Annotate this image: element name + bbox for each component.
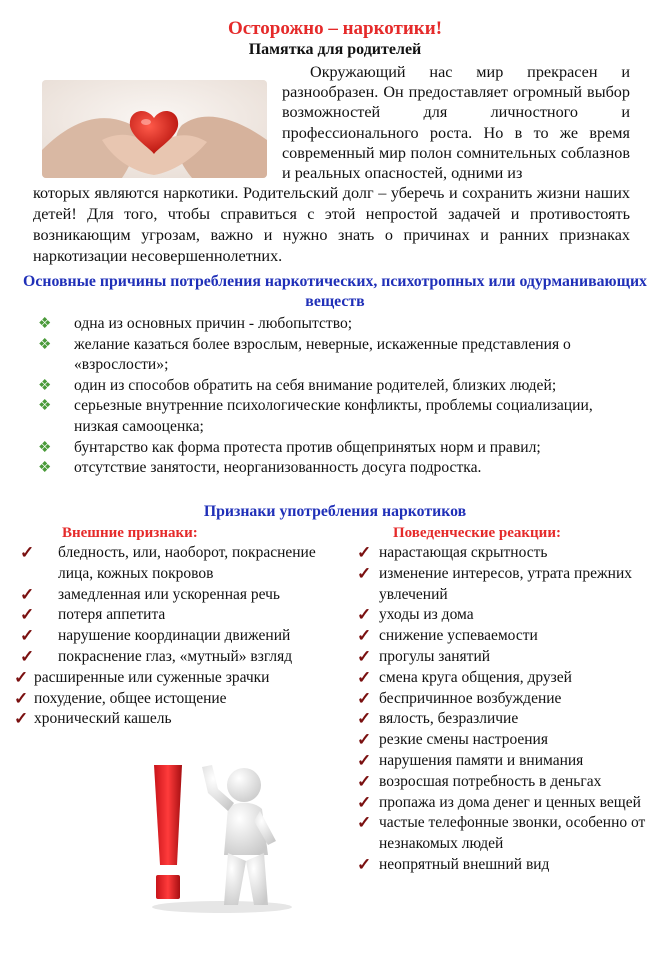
behavioral-sign-item <box>357 709 657 730</box>
behavioral-sign-text: неопрятный внешний вид <box>379 855 550 873</box>
cause-item <box>38 314 638 335</box>
checkmark-icon: ✓ <box>357 730 372 750</box>
causes-title: Основные причины потребления наркотических, психотропных или одурманивающих веществ <box>23 273 647 310</box>
behavioral-sign-item <box>357 730 657 751</box>
external-sign-item <box>14 626 354 647</box>
behavioral-signs-heading: Поведенческие реакции: <box>393 525 561 541</box>
behavioral-sign-item <box>357 564 657 606</box>
page-title: Осторожно – наркотики! <box>227 18 443 39</box>
external-sign-text: замедленная или ускоренная речь <box>58 585 280 603</box>
checkmark-icon: ✓ <box>357 563 372 583</box>
diamond-bullet-icon: ❖ <box>38 460 52 477</box>
cause-item <box>38 458 638 479</box>
external-sign-item <box>14 689 354 710</box>
behavioral-sign-item <box>357 668 657 689</box>
cause-item-text: отсутствие занятости, неорганизованность досуга подростка. <box>74 459 482 477</box>
external-sign-text: нарушение координации движений <box>58 627 291 645</box>
causes-list <box>38 314 638 479</box>
behavioral-sign-item <box>357 751 657 772</box>
checkmark-icon: ✓ <box>357 543 372 562</box>
checkmark-icon: ✓ <box>20 543 35 562</box>
checkmark-icon: ✓ <box>20 605 35 625</box>
behavioral-sign-item <box>357 813 657 855</box>
behavioral-sign-text: возросшая потребность в деньгах <box>379 772 602 790</box>
external-sign-text: хронический кашель <box>34 710 172 728</box>
behavioral-sign-text: нарушения памяти и внимания <box>379 751 584 769</box>
behavioral-sign-text: уходы из дома <box>379 606 474 624</box>
intro-paragraph-top: Окружающий нас мир прекрасен и разнообразен. Он предоставляет огромный выбор возможностей для личностного и профессионального роста. Но в то же время современный мир полон сомнительных соблазнов и реальных опасностей, одними из <box>282 63 630 183</box>
cause-item-text: один из способов обратить на себя внимание родителей, близких людей; <box>74 376 557 394</box>
external-sign-text: расширенные или суженные зрачки <box>34 668 270 686</box>
behavioral-sign-item <box>357 689 657 710</box>
diamond-bullet-icon: ❖ <box>38 336 52 353</box>
cause-item-text: бунтарство как форма протеста против общепринятых норм и правил; <box>74 438 541 456</box>
behavioral-sign-item <box>357 647 657 668</box>
cause-item-text: одна из основных причин - любопытство; <box>74 315 353 332</box>
checkmark-icon: ✓ <box>357 605 372 625</box>
checkmark-icon: ✓ <box>357 854 372 874</box>
behavioral-sign-text: нарастающая скрытность <box>379 544 548 561</box>
external-signs-heading: Внешние признаки: <box>62 525 198 541</box>
external-sign-item <box>14 605 354 626</box>
diamond-bullet-icon: ❖ <box>38 439 52 456</box>
external-sign-text: похудение, общее истощение <box>34 689 227 707</box>
checkmark-icon: ✓ <box>14 688 29 708</box>
external-sign-text: покраснение глаз, «мутный» взгляд <box>58 647 293 665</box>
behavioral-sign-text: резкие смены настроения <box>379 731 548 749</box>
behavioral-sign-text: прогулы занятий <box>379 647 491 665</box>
external-signs-list <box>14 543 354 730</box>
checkmark-icon: ✓ <box>357 792 372 812</box>
checkmark-icon: ✓ <box>14 709 29 729</box>
behavioral-sign-text: снижение успеваемости <box>379 627 538 645</box>
external-sign-item <box>14 585 354 606</box>
behavioral-sign-item <box>357 626 657 647</box>
behavioral-sign-item <box>357 855 657 876</box>
external-sign-item <box>14 647 354 668</box>
cause-item <box>38 376 638 397</box>
cause-item <box>38 438 638 459</box>
external-sign-text: бледность, или, наоборот, покраснение лица, кожных покровов <box>58 544 316 582</box>
external-sign-item <box>14 709 354 730</box>
diamond-bullet-icon: ❖ <box>38 377 52 394</box>
behavioral-sign-text: вялость, безразличие <box>379 710 519 728</box>
checkmark-icon: ✓ <box>20 646 35 666</box>
cause-item-text: серьезные внутренние психологические конфликты, проблемы социализации, низкая самооценка; <box>74 397 593 435</box>
cause-item-text: желание казаться более взрослым, неверные, искаженные представления о «взрослости»; <box>74 335 571 374</box>
external-sign-text: потеря аппетита <box>58 606 166 624</box>
checkmark-icon: ✓ <box>357 667 372 687</box>
external-sign-item <box>14 543 354 585</box>
behavioral-sign-text: частые телефонные звонки, особенно от незнакомых людей <box>379 814 646 853</box>
exclamation-figure-icon <box>142 745 312 915</box>
checkmark-icon: ✓ <box>357 813 372 833</box>
checkmark-icon: ✓ <box>20 584 35 604</box>
page-subtitle: Памятка для родителей <box>248 41 422 58</box>
behavioral-sign-text: беспричинное возбуждение <box>379 689 562 707</box>
behavioral-sign-item <box>357 543 657 564</box>
checkmark-icon: ✓ <box>357 688 372 708</box>
intro-paragraph-bottom: которых являются наркотики. Родительский долг – уберечь и сохранить жизни наших детей! Для того, чтобы справиться с этой непростой задачей и противостоять возникающим угрозам, важно и нужно знать о причинах и ранних признаках наркотизации несовершеннолетних. <box>33 184 630 265</box>
diamond-bullet-icon: ❖ <box>38 316 52 332</box>
hands-heart-image <box>42 80 267 178</box>
diamond-bullet-icon: ❖ <box>38 398 52 415</box>
checkmark-icon: ✓ <box>357 709 372 729</box>
checkmark-icon: ✓ <box>357 646 372 666</box>
cause-item <box>38 335 638 376</box>
checkmark-icon: ✓ <box>357 626 372 646</box>
behavioral-sign-text: пропажа из дома денег и ценных вещей <box>379 793 641 811</box>
signs-title: Признаки употребления наркотиков <box>203 503 467 520</box>
behavioral-sign-item <box>357 793 657 814</box>
behavioral-sign-text: смена круга общения, друзей <box>379 668 572 686</box>
behavioral-sign-item <box>357 605 657 626</box>
checkmark-icon: ✓ <box>20 626 35 646</box>
behavioral-signs-list <box>357 543 657 876</box>
cause-item <box>38 396 638 437</box>
external-sign-item <box>14 668 354 689</box>
checkmark-icon: ✓ <box>14 667 29 687</box>
checkmark-icon: ✓ <box>357 771 372 791</box>
behavioral-sign-text: изменение интересов, утрата прежних увлечений <box>379 564 632 603</box>
behavioral-sign-item <box>357 772 657 793</box>
checkmark-icon: ✓ <box>357 750 372 770</box>
